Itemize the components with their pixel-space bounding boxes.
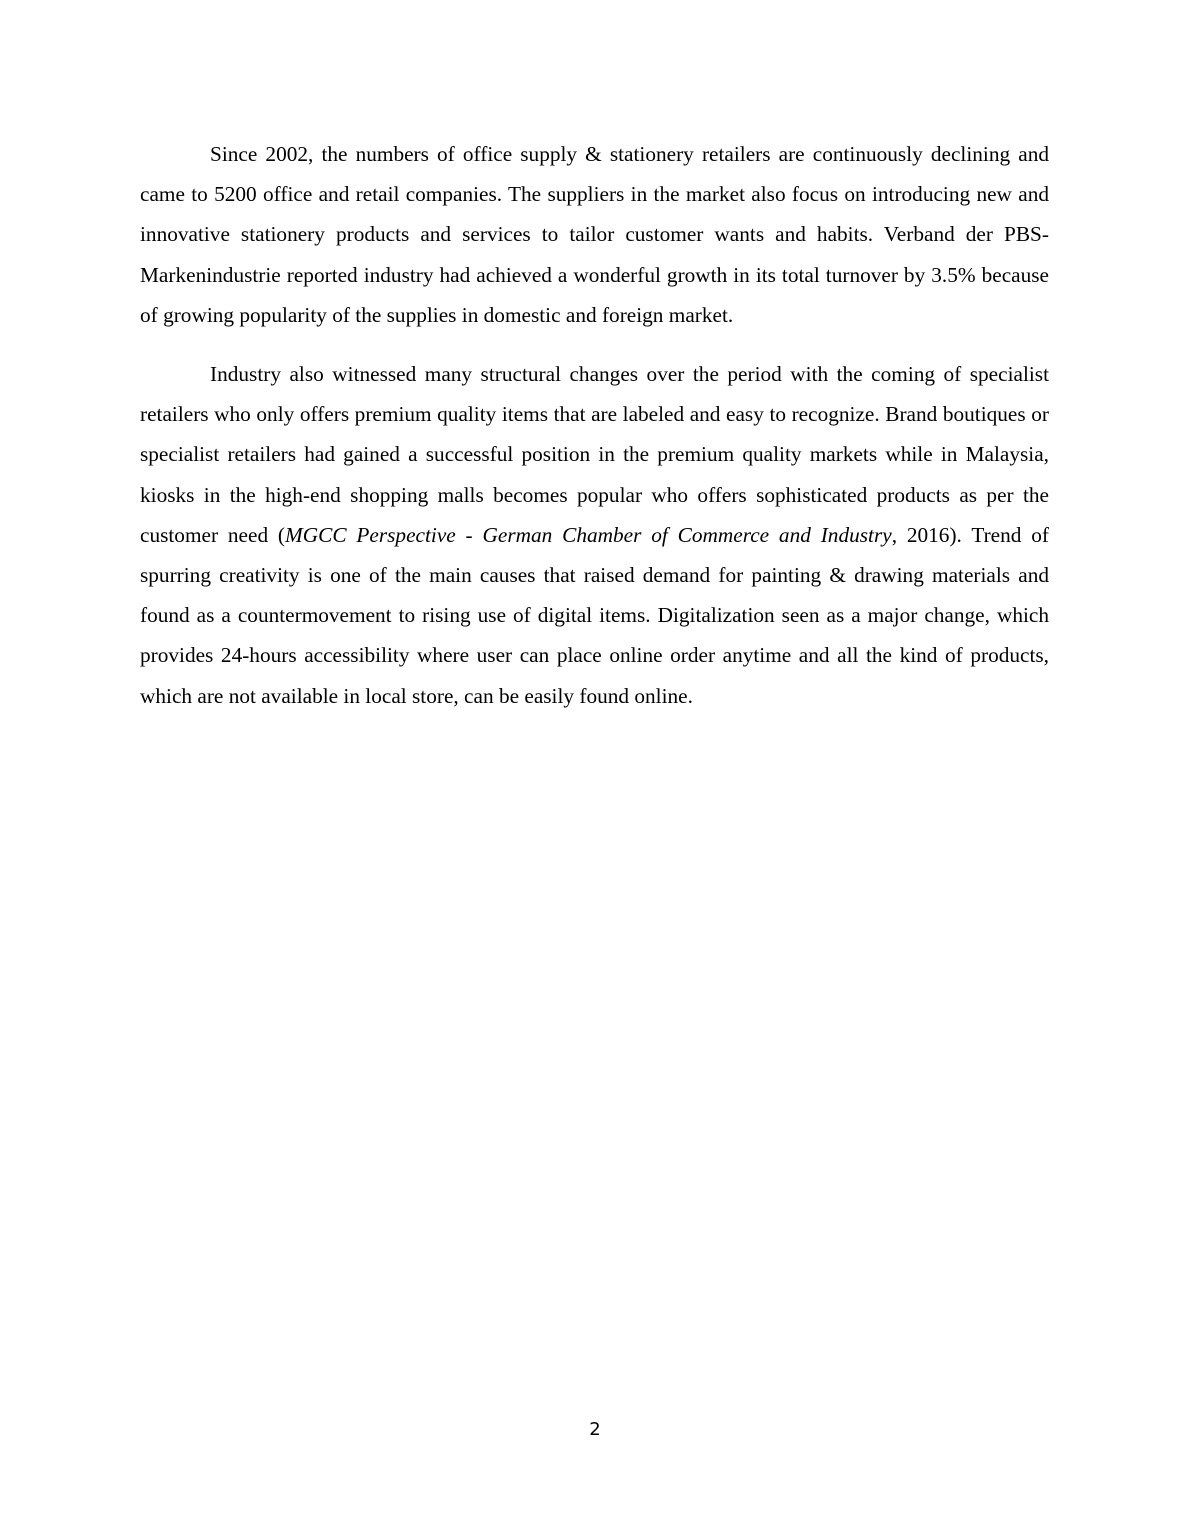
paragraph-1 <box>140 134 1049 335</box>
paragraph-2 <box>140 354 1049 716</box>
paragraph-2-text-after-citation: , 2016). Trend of spurring creativity is one of the main causes that raised demand for painting & drawing materials and found as a countermovement to rising use of digital items. Digitalization seen as a major change, which provides 24-hours accessibility where user can place online order anytime and all the kind of products, which are not available in local store, can be easily found online. <box>140 522 1049 708</box>
paragraph-1-text: Since 2002, the numbers of office supply & stationery retailers are continuously declining and came to 5200 office and retail companies. The suppliers in the market also focus on introducing new and innovative stationery products and services to tailor customer wants and habits. Verband der PBS-Markenindustrie reported industry had achieved a wonderful growth in its total turnover by 3.5% because of growing popularity of the supplies in domestic and foreign market. <box>140 142 1049 327</box>
paragraph-2-text-before-citation: Industry also witnessed many structural changes over the period with the coming of specialist retailers who only offers premium quality items that are labeled and easy to recognize. Brand boutiques or specialist retailers had gained a successful position in the premium quality markets while in Malaysia, kiosks in the high-end shopping malls becomes popular who offers sophisticated products as per the customer need ( <box>140 362 1049 547</box>
citation-title: MGCC Perspective - German Chamber of Commerce and Industry <box>285 522 892 547</box>
page-number: 2 <box>589 1419 601 1440</box>
body-text <box>140 134 1049 735</box>
